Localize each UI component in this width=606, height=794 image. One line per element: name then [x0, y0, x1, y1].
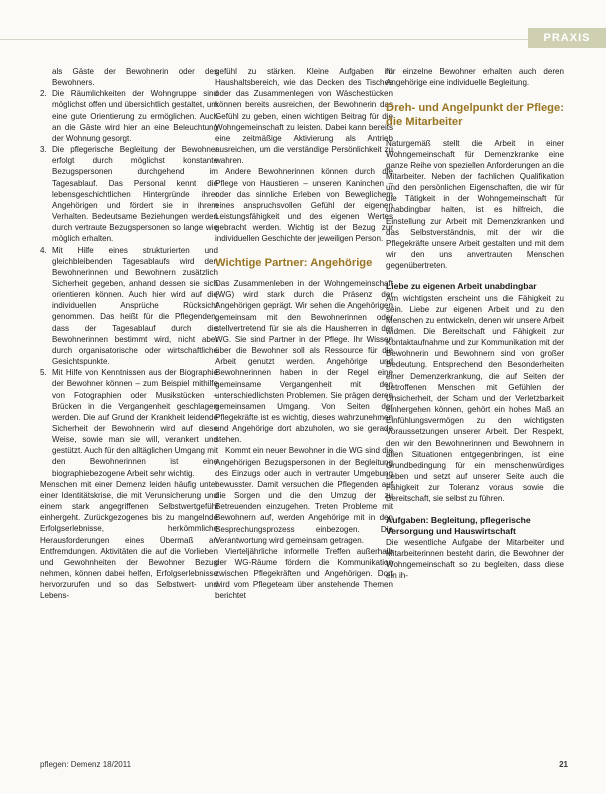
- paragraph: Das Zusammenleben in der Wohngemeinschaft (WG) wird stark durch die Präsenz der Angehörigen geprägt. Wir sehen die Angehörigen gemeinsam mit den Bewohnerinnen oder stellvertretend für sie als die Hausherren in der WG. Sie sind Partner in der Pflege. Ihr Wissen über die Bewohner soll als Ressource für die Arbeit genutzt werden. Angehörige und Bewohnerinnen haben in der Regel eine gemeinsame Vergangenheit mit den unterschiedlichsten Problemen. Sie prägen deren gemeinsamen Umgang. Von Seiten der Pflegekräfte ist es wichtig, dieses wahrzunehmen und Angehörige dort abzuholen, wo sie gerade stehen.: [215, 279, 393, 445]
- paragraph: Am wichtigsten erscheint uns die Fähigkeit zu sein. Liebe zur eigenen Arbeit und zu den Menschen zu entwickeln, denen wir unsere Arbeit widmen. Die Bereitschaft und Fähigkeit zur Kontaktaufnahme und zur Kommunikation mit der Bewohnerin und Bewohnern sind von großer Bedeutung. Entsprechend den Besonderheiten einer Demenzerkrankung, die auf Seiten der betroffenen Menschen mit Gefühlen der Unsicherheit, der Scham und der Verletzbarkeit einhergehen können, gehört ein hohes Maß an Einfühlungsvermögen zu den wichtigsten Voraussetzungen unserer Arbeit. Der Respekt, den wir den Bewohnerinnen und Bewohnern in allen Situationen entgegenbringen, ist eine Grundbedingung für ein menschenwürdiges Leben und setzt auf unserer Seite auch die Fähigkeit zur Toleranz voraus sowie die Bereitschaft, sie selbst zu führen.: [386, 293, 564, 504]
- column-2: [215, 66, 393, 602]
- page-footer: [40, 760, 568, 774]
- section-heading: Dreh- und Angelpunkt der Pflege: die Mitarbeiter: [386, 102, 564, 128]
- list-item: 2. Die Räumlichkeiten der Wohngruppe sind möglichst offen und übersichtlich gestaltet, um eine gute Orientierung zu ermöglichen. Auch an die Gäste wird hier an eine Beleuchtung der Wohnung gesorgt.: [40, 89, 218, 143]
- publication-info: pflegen: Demenz 18/2011: [40, 760, 132, 769]
- section-heading: Wichtige Partner: Angehörige: [215, 256, 373, 269]
- paragraph: als Gäste der Bewohnerin oder des Bewohners.: [52, 67, 218, 88]
- page-number: 21: [559, 760, 568, 769]
- paragraph: Kommt ein neuer Bewohner in die WG sind die Angehörigen Bezugspersonen in der Begleitung des Einzugs oder auch in vertrauter Umgebung bewusster. Damit versuchen die Pflegenden auf die Sorgen und die den Umzug der zu Betreuenden einzugehen. Treten Probleme mit Bewohnern auf, werden Angehörige mit in den Besprechungsprozess einbezogen. Die Verantwortung wird gemeinsam getragen.: [215, 446, 393, 545]
- section-rubric: PRAXIS: [528, 28, 606, 48]
- paragraph: Naturgemäß stellt die Arbeit in einer Wohngemeinschaft für Demenzkranke eine ganze Reihe von speziellen Anforderungen an die Mitarbeiter. Neben der fachlichen Qualifikation und den persönlichen Eigenschaften, die wir für die Tätigkeit in der Wohngemeinschaft für unabdingbar halten, ist es hilfreich, die Einstellung zur Arbeit mit Demenzkranken und das Selbstverständnis, mit der wir die Pflegekräfte unsere Arbeit gestalten und mit dem wir den uns anvertrauten Menschen gegenübertreten.: [386, 138, 564, 271]
- paragraph: Andere Bewohnerinnen können durch die Pflege von Haustieren – unseren Kaninchen – oder das sinnliche Erleben von Beweglichem eines anspruchsvollen Gefühl der eigenen Leistungsfähigkeit und des eigenen Wertes gebracht werden. Wichtig ist der Bezug zur individuellen Geschichte der jeweiligen Person.: [215, 167, 393, 244]
- list-item: 5. Mit Hilfe von Kenntnissen aus der Biographie der Bewohner können – zum Beispiel mithilfe von Fotographien oder Musikstücken – Brücken in die Vergangenheit geschlagen werden. Die auf Grund der Krankheit leidende Sicherheit der Bewohnerin wird auf diese Weise, sowie man sie will, verankert und gestützt. Auch für den alltäglichen Umgang mit den Bewohnerinnen ist eine biographiebezogene Arbeit sehr wichtig.: [40, 368, 218, 478]
- paragraph: Menschen mit einer Demenz leiden häufig unter einer Identitätskrise, die mit Verunsicherung und einem stark angegriffenen Selbstwertgefühl einhergeht. Zurückgezogenes bis zu mangelnde Erfolgserlebnisse, herkömmliche Herausforderungen eines Übermaß an Entfremdungen. Aktivitäten die auf die Vorlieben und Gewohnheiten der Bewohner Bezug nehmen, können dabei helfen, Erfolgserlebnisse hervorzurufen und so das Selbstwert- und Lebens-: [40, 479, 218, 601]
- paragraph: gefühl zu stärken. Kleine Aufgaben im Haushaltsbereich, wie das Decken des Tisches oder das Zusammenlegen von Wäschestücken können bereits ausreichen, der Bewohnerin das Gefühl zu geben, einen wichtigen Beitrag für die Wohngemeinschaft zu leisten. Dabei kann bereits eine zeitmäßige Aktivierung als Antrieb ausreichen, um die verständige Persönlichkeit zu wahren.: [215, 67, 393, 166]
- numbered-list: [40, 88, 218, 478]
- paragraph: Vierteljährliche informelle Treffen außerhalb der WG-Räume fördern die Kommunikation zwischen Pflegekräften und Angehörigen. Dort wird vom Pflegeteam über anstehende Themen berichtet: [215, 546, 393, 601]
- list-item: 3. Die pflegerische Begleitung der Bewohner erfolgt durch möglichst konstante Bezugspersonen durchgehend im Tagesablauf. Das Personal kennt die lebensgeschichtlichen Hintergründe ihrer Angehörigen und fördert sie in ihrem Verhalten. Bedeutsame Beziehungen werden durch vertraute Bezugspersonen so lange wie möglich erhalten.: [40, 145, 218, 244]
- header-rule: [0, 39, 606, 40]
- list-item: 4. Mit Hilfe eines strukturierten und gleichbleibenden Tagesablaufs wird den Bewohnerinnen und Bewohnern zusätzlich Sicherheit gegeben, anhand dessen sie sich orientieren können. Auch hier wird auf die individuellen Ansprüche Rücksicht genommen. Das heißt für die Pflegenden, dass der Tagesablauf durch die Bewohnerinnen bestimmt wird, nicht aber durch organisatorische oder wirtschaftliche Gesichtspunkte.: [40, 245, 218, 367]
- column-1: [40, 66, 218, 602]
- paragraph: Die wesentliche Aufgabe der Mitarbeiter und Mitarbeiterinnen besteht darin, die Bewohner der Wohngemeinschaft so zu begleiten, dass diese ein ih-: [386, 537, 564, 581]
- subheading: Aufgaben: Begleitung, pflegerische Versorgung und Hauswirtschaft: [386, 514, 531, 536]
- page-header: [0, 0, 606, 50]
- column-3: [386, 66, 564, 581]
- paragraph: für einzelne Bewohner erhalten auch deren Angehörige eine individuelle Begleitung.: [386, 67, 564, 88]
- subheading: Liebe zu eigenen Arbeit unabdingbar: [386, 281, 537, 292]
